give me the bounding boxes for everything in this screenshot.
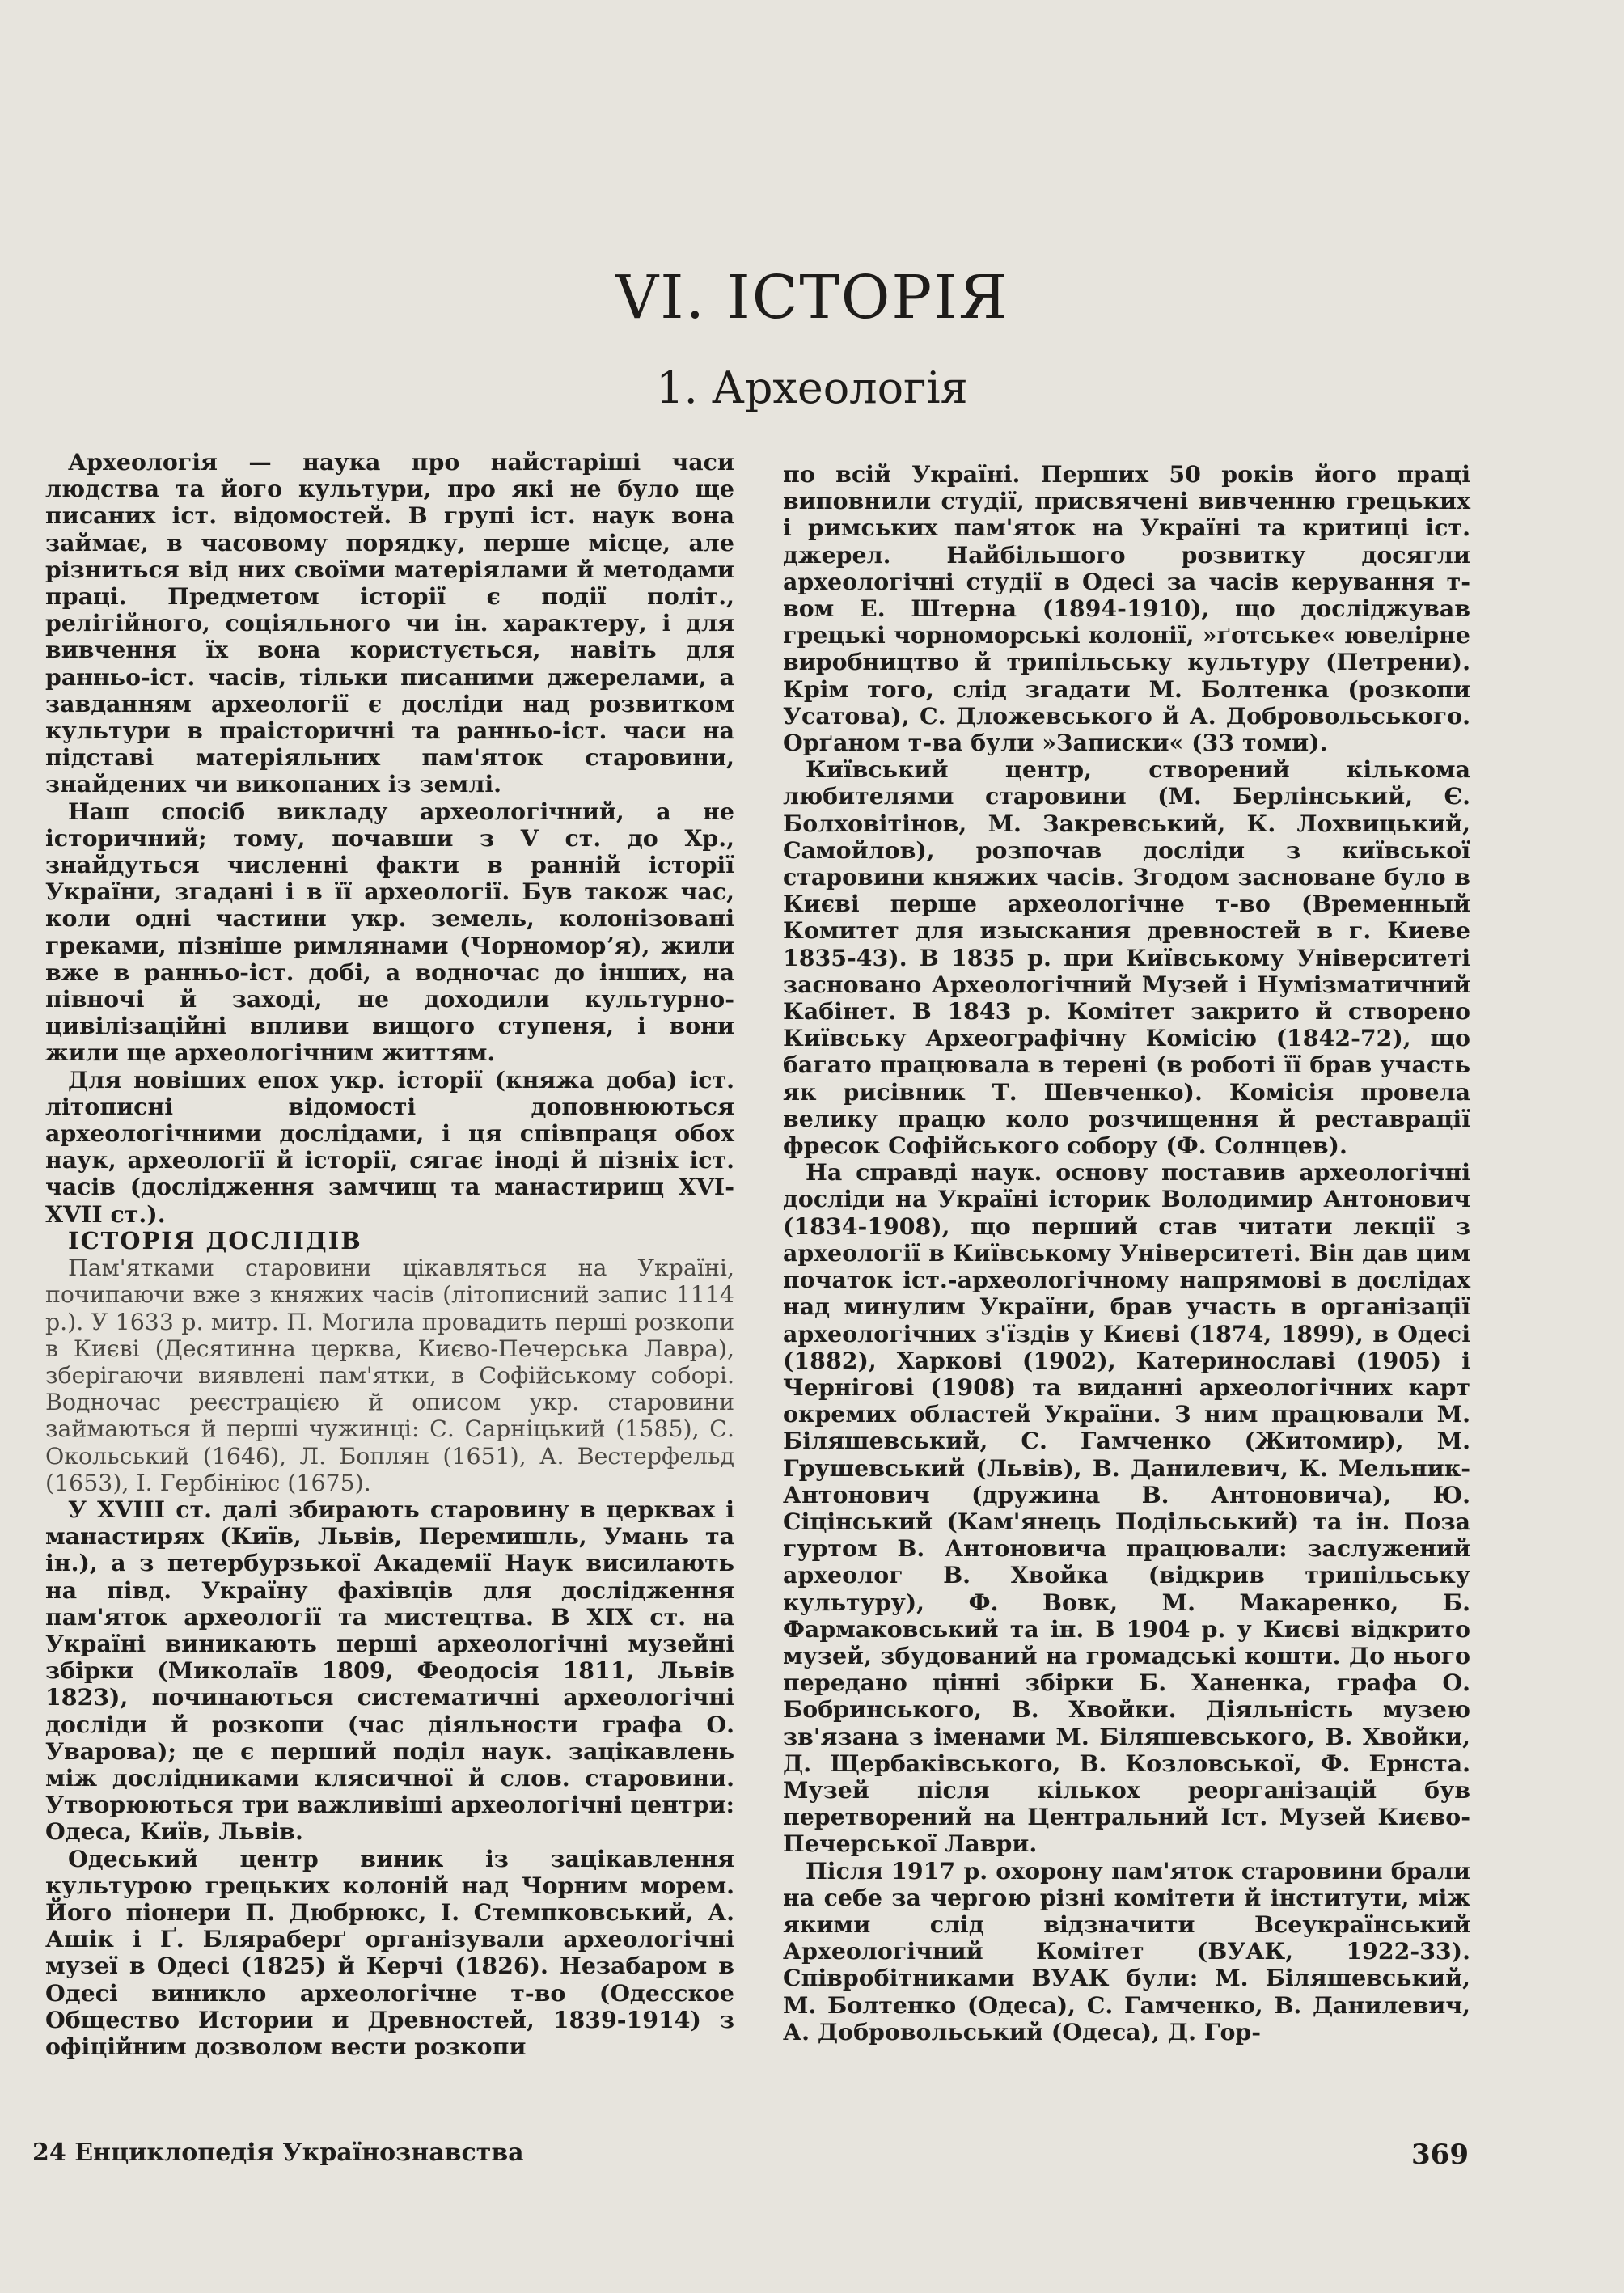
paragraph-early-research: Пам'ятками старовини цікавляться на Україні, почипаючи вже з княжих часів (літописний запис 1114 р.). У 1633 р. митр. П. Могила провадить перші розкопи в Києві (Десятинна церква, Києво-Печерська Лавра), зберігаючи виявлені пам'ятки, в Софійському соборі. Водночас реєстрацією й описом укр. старовини займаються й перші чужинці: С. Сарніцький (1585), С. Окольський (1646), Л. Боплян (1651), А. Вестерфельд (1653), І. Гербініюс (1675).	[45, 1254, 734, 1496]
paragraph-intro: Археологія — наука про найстаріші часи людства та його культури, про які не було ще писаних іст. відомостей. В групі іст. наук вона займає, в часовому порядку, перше місце, але різниться від них своїми матеріялами й методами праці. Предметом історії є події політ., релігійного, соціяльного чи ін. характеру, і для вивчення їх вона користується, навіть для ранньо-іст. часів, тільки писаними джерелами, а завданням археології є досліди над розвитком культури в праісторичні та ранньо-іст. часи на підставі матеріяльних пам'яток старовини, знайдених чи викопаних із землі.	[45, 448, 734, 798]
paragraph-after-1917: Після 1917 р. охорону пам'яток старовини брали на себе за чергою різні комітети й інститути, між якими слід відзначити Всеукраїнський Археологічний Комітет (ВУАК, 1922-33). Співробітниками ВУАК були: М. Біляшевський, М. Болтенко (Одеса), С. Гамченко, В. Данилевич, А. Добровольський (Одеса), Д. Гор-	[783, 1856, 1470, 2046]
section-title: 1. Археологія	[656, 362, 968, 413]
paragraph-odesa-center: Одеський центр виник із зацікавлення культурою грецьких колоній над Чорним морем. Його піонери П. Дюбрюкс, І. Стемпковський, А. Ашік і Ґ. Бляраберґ організували археологічні музеї в Одесі (1825) й Керчі (1826). Незабаром в Одесі виникло археологічне т-во (Одесское Общество Истории и Древностей, 1839-1914) з офіційним дозволом вести розкопи	[45, 1844, 734, 2060]
chapter-title: VI. ІСТОРІЯ	[615, 263, 1009, 332]
left-column	[45, 449, 734, 2060]
page-number: 369	[1411, 2139, 1469, 2171]
paragraph-antonovych: На справді наук. основу поставив археологічні досліди на Україні історик Володимир Антонович (1834-1908), що перший став читати лекції з археології в Київському Університеті. Він дав цим початок іст.-археологічному напрямові в дослідах над минулим України, брав участь в організації археологічних з'їздів у Києві (1874, 1899), в Одесі (1882), Харкові (1902), Катеринославі (1905) і Чернігові (1908) та виданні археологічних карт окремих областей України. З ним працювали М. Біляшевський, С. Гамченко (Житомир), М. Грушевський (Львів), В. Данилевич, К. Мельник-Антонович (дружина В. Антоновича), Ю. Сіцінський (Кам'янець Подільський) та ін. Поза гуртом В. Антоновича працювали: заслужений археолог В. Хвойка (відкрив трипільську культуру), Ф. Вовк, М. Макаренко, Б. Фармаковський та ін. В 1904 р. у Києві відкрито музей, збудований на громадські кошти. До нього передано цінні збірки Б. Ханенка, графа О. Бобринського, В. Хвойки. Діяльність музею зв'язана з іменами М. Біляшевського, В. Хвойки, Д. Щербаківського, В. Козловської, Ф. Ернста. Музей після кількох реорганізацій був перетворений на Центральний Іст. Музей Києво-Печерської Лаври.	[783, 1158, 1470, 1858]
paragraph-kyiv-center: Київський центр, створений кількома любителями старовини (М. Берлінський, Є. Болховітінов, М. Закревський, К. Лохвицький, Самойлов), розпочав досліди з київської старовини княжих часів. Згодом засноване було в Києві перше археологічне т-во (Временный Комитет для изыскания древностей в г. Киеве 1835-43). В 1835 р. при Київському Університеті засновано Археологічний Музей і Нумізматичний Кабінет. В 1843 р. Комітет закрито й створено Київську Археографічну Комісію (1842-72), що багато працювала в терені (в роботі її брав участь як рисівник Т. Шевченко). Комісія провела велику працю коло розчищення й реставрації фресок Софійського собору (Ф. Солнцев).	[783, 755, 1470, 1160]
right-column	[783, 461, 1470, 2046]
paragraph-new-epochs: Для новіших епох укр. історії (княжа доба) іст. літописні відомості доповнюються археологічними дослідами, і ця співпраця обох наук, археології й історії, сягає іноді й пізніх іст. часів (дослідження замчищ та манастирищ XVI-XVII ст.).	[45, 1065, 734, 1228]
paragraph-18th-19th-century: У XVIII ст. далі збирають старовину в церквах і манастирях (Київ, Львів, Перемишль, Умань та ін.), а з петербурзької Академії Наук висилають на півд. Україну фахівців для дослідження пам'яток археології та мистецтва. В XIX ст. на Україні виникають перші археологічні музейні збірки (Миколаїв 1809, Феодосія 1811, Львів 1823), починаються систематичні археологічні досліди й розкопи (час діяльности графа О. Уварова); це є перший поділ наук. зацікавлень між дослідниками клясичної й слов. старовини. Утворюються три важливіші археологічні центри: Одеса, Київ, Львів.	[45, 1495, 734, 1846]
paragraph-odesa-continued: по всій Україні. Перших 50 років його праці виповнили студії, присвячені вивченню грецьких і римських пам'яток на Україні та критиці іст. джерел. Найбільшого розвитку досягли археологічні студії в Одесі за часів керування т-вом Е. Штерна (1894-1910), що досліджував грецькі чорноморські колонії, »ґотське« ювелірне виробництво й трипільську культуру (Петрени). Крім того, слід згадати М. Болтенка (розкопи Усатова), С. Дложевського й А. Добровольського. Орґаном т-ва були »Записки« (33 томи).	[783, 460, 1470, 757]
signature-mark: 24 Енциклопедія Українознавства	[32, 2139, 524, 2167]
paragraph-method: Наш спосіб викладу археологічний, а не історичний; тому, почавши з V ст. до Хр., знайдуться численні факти в ранній історії України, згадані і в її археології. Був також час, коли одні частини укр. земель, колонізовані греками, пізніше римлянами (Чорноморʼя), жили вже в ранньо-іст. добі, а водночас до інших, на півночі й заході, не доходили культурно-цивілізаційні впливи вищого ступеня, і вони жили ще археологічним життям.	[45, 797, 734, 1067]
subheading-history-of-research: ІСТОРІЯ ДОСЛІДІВ	[68, 1226, 362, 1254]
